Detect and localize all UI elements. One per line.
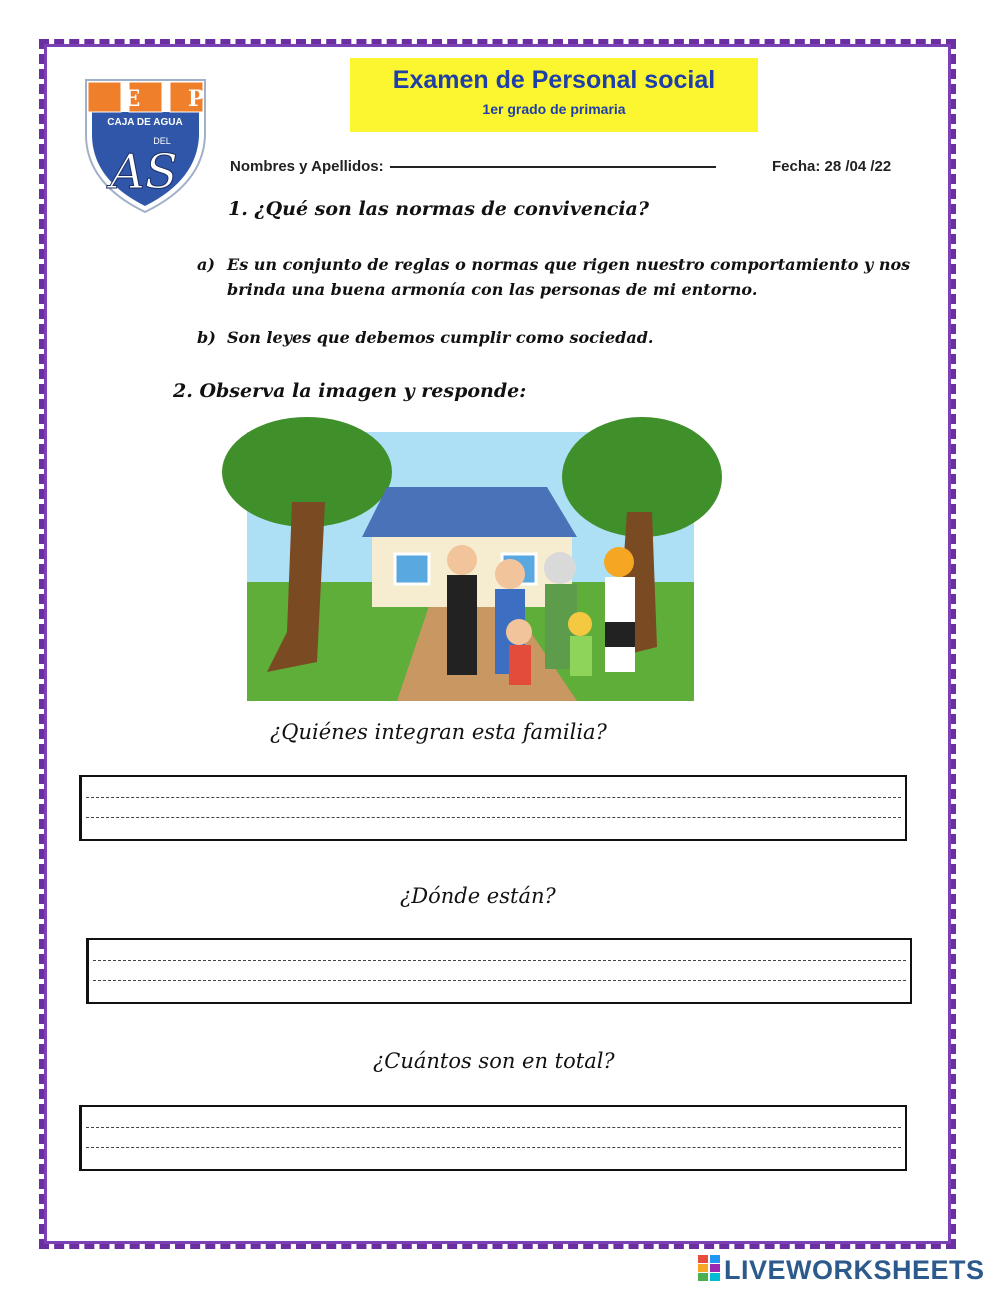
logo-monogram: AS bbox=[110, 144, 178, 200]
option-b[interactable] bbox=[197, 325, 927, 350]
name-field[interactable] bbox=[230, 158, 716, 175]
prompt-who: ¿Quiénes integran esta familia? bbox=[270, 720, 607, 744]
logo-iep-text: I E P bbox=[65, 86, 225, 112]
school-logo bbox=[65, 66, 225, 214]
option-b-label: b) bbox=[197, 328, 216, 347]
answer-guide-line bbox=[86, 797, 901, 798]
answer-box-how-many[interactable] bbox=[79, 1105, 907, 1171]
name-label: Nombres y Apellidos: bbox=[230, 158, 384, 175]
answer-guide-line bbox=[86, 1127, 901, 1128]
exam-title: Examen de Personal social bbox=[392, 66, 716, 94]
option-a[interactable] bbox=[197, 252, 927, 302]
question-2: 2. Observa la imagen y responde: bbox=[173, 380, 527, 402]
answer-box-where[interactable] bbox=[86, 938, 912, 1004]
liveworksheets-logo bbox=[698, 1255, 985, 1285]
answer-guide-line bbox=[86, 1147, 901, 1148]
title-banner bbox=[350, 58, 758, 132]
option-a-text: Es un conjunto de reglas o normas que rigen nuestro comportamiento y nos brinda una buena armonía con las personas de mi entorno. bbox=[227, 255, 911, 299]
answer-guide-line bbox=[86, 817, 901, 818]
logo-ribbon-text: CAJA DE AGUA bbox=[107, 117, 183, 128]
logo-del-text: DEL bbox=[153, 136, 171, 146]
prompt-where: ¿Dónde están? bbox=[400, 884, 556, 908]
family-illustration bbox=[247, 432, 694, 701]
answer-box-who[interactable] bbox=[79, 775, 907, 841]
liveworksheets-icon bbox=[698, 1255, 722, 1281]
option-a-label: a) bbox=[197, 255, 215, 274]
prompt-how-many: ¿Cuántos son en total? bbox=[373, 1049, 615, 1073]
exam-subtitle: 1er grado de primaria bbox=[482, 101, 626, 117]
brand-text: LIVEWORKSHEETS bbox=[724, 1255, 985, 1285]
option-b-text: Son leyes que debemos cumplir como sociedad. bbox=[227, 328, 654, 347]
answer-guide-line bbox=[93, 960, 906, 961]
name-blank-line[interactable] bbox=[390, 166, 716, 168]
question-1: 1. ¿Qué son las normas de convivencia? bbox=[228, 198, 649, 220]
date-label: Fecha: 28 /04 /22 bbox=[772, 158, 892, 175]
answer-guide-line bbox=[93, 980, 906, 981]
